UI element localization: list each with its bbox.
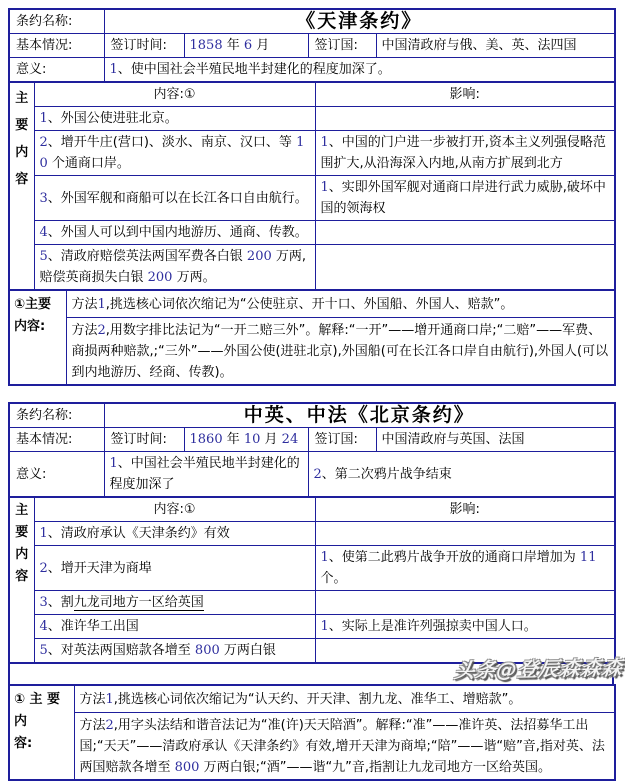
treaty2-header-table (8, 402, 616, 498)
memo-method1: 方法1,挑选核心词依次缩记为“公使驻京、开十口、外国船、外国人、赔款”。 (66, 290, 615, 318)
table-row (9, 318, 615, 386)
treaty1-content-header: 内容:① (34, 82, 315, 107)
content-cell: 2、增开牛庄(营口)、淡水、南京、汉口、等 10 个通商口岸。 (34, 131, 315, 176)
table-row (9, 713, 615, 781)
treaty2-basic-label: 基本情况: (9, 428, 104, 452)
content-cell: 3、外国军舰和商船可以在长江各口自由航行。 (34, 176, 315, 221)
memo-label-line1: ① 主 要 内 (14, 692, 61, 729)
treaty2-memo-label (9, 685, 74, 780)
table-row (9, 522, 615, 546)
treaty1-memo-label (9, 290, 66, 385)
table-row (9, 176, 615, 221)
treaty2-meaning-value-2: 2、第二次鸦片战争结束 (308, 452, 615, 498)
impact-cell (315, 221, 615, 245)
table-row (9, 290, 615, 318)
memo-method1: 方法1,挑选核心词依次缩记为“认天约、开天津、割九龙、准华工、增赔款”。 (74, 685, 615, 713)
impact-cell: 1、实际上是准许列强掠卖中国人口。 (315, 615, 615, 639)
impact-cell: 1、使第二此鸦片战争开放的通商口岸增加为 11 个。 (315, 546, 615, 591)
content-text-prefix: 3、割 (39, 595, 74, 610)
impact-cell: 1、实即外国军舰对通商口岸进行武力威胁,破坏中国的领海权 (315, 176, 615, 221)
treaty1-meaning-label: 意义: (9, 58, 104, 83)
table-row (9, 546, 615, 591)
treaty1-sign-country-value: 中国清政府与俄、美、英、法四国 (376, 34, 615, 58)
treaty1-sign-country-label: 签订国: (308, 34, 376, 58)
treaty1-name-label: 条约名称: (9, 9, 104, 34)
treaty2-name-label: 条约名称: (9, 403, 104, 428)
treaty1-memo-table (8, 289, 616, 386)
content-cell: 1、外国公使进驻北京。 (34, 107, 315, 131)
memo-method2: 方法2,用字头法结和谐音法记为“准(许)天天陪酒”。解释:“准”——准许英、法招募华工出国;“天天”——清政府承认《天津条约》有效,增开天津为商埠;“陪”——谐“赔”音,指对英、法两国赔款各增至 800 万两白银;“酒”——谐“九”音,指割让九龙司地方一区给英国。 (74, 713, 615, 781)
impact-cell (315, 107, 615, 131)
treaty2-content-header: 内容:① (34, 497, 315, 522)
impact-cell (315, 522, 615, 546)
treaty2-title: 中英、中法《北京条约》 (104, 403, 615, 428)
treaty2-sign-country-label: 签订国: (308, 428, 376, 452)
table-row (9, 107, 615, 131)
table-row (9, 591, 615, 615)
treaty2-content-table (8, 496, 616, 664)
content-cell: 1、清政府承认《天津条约》有效 (34, 522, 315, 546)
memo-method2: 方法2,用数字排比法记为“一开二赔三外”。解释:“一开”——增开通商口岸;“二赔”——军费、商损两种赔款,;“三外”——外国公使(进驻北京),外国船(可在长江各口岸自由航行),外国人(可以到内地游历、经商、传教)。 (66, 318, 615, 386)
content-cell: 4、准许华工出国 (34, 615, 315, 639)
treaty1-impact-header: 影响: (315, 82, 615, 107)
treaty2-meaning-value-1: 1、中国社会半殖民地半封建化的程度加深了 (104, 452, 308, 498)
treaty1-basic-label: 基本情况: (9, 34, 104, 58)
table-row (9, 245, 615, 291)
content-cell: 5、对英法两国赔款各增至 800 万两白银 (34, 639, 315, 664)
treaty2-sign-country-value: 中国清政府与英国、法国 (376, 428, 615, 452)
impact-cell: 1、中国的门户进一步被打开,资本主义列强侵略范围扩大,从沿海深入内地,从南方扩展到北方 (315, 131, 615, 176)
impact-cell (315, 591, 615, 615)
treaty1-content-table (8, 81, 616, 291)
treaty2-memo-table (8, 684, 616, 781)
treaty2-side-label: 主要内容 (9, 497, 34, 663)
table-row (9, 131, 615, 176)
treaty2-impact-header: 影响: (315, 497, 615, 522)
table-row (9, 615, 615, 639)
treaty1-sign-time-value: 1858 年 6 月 (184, 34, 308, 58)
table-row (9, 221, 615, 245)
memo-label-line2: 容: (14, 736, 33, 751)
section-gap (8, 386, 614, 402)
content-cell: 5、清政府赔偿英法两国军费各白银 200 万两,赔偿英商损失白银 200 万两。 (34, 245, 315, 291)
treaty2-sign-time-label: 签订时间: (104, 428, 184, 452)
table-row (9, 685, 615, 713)
content-cell: 4、外国人可以到中国内地游历、通商、传教。 (34, 221, 315, 245)
treaty1-sign-time-label: 签订时间: (104, 34, 184, 58)
treaty1-meaning-value: 1、使中国社会半殖民地半封建化的程度加深了。 (104, 58, 615, 83)
impact-cell (315, 245, 615, 291)
memo-label-line2: 内容: (14, 319, 46, 334)
memo-label-line1: ①主要 (14, 297, 52, 312)
content-cell: 2、增开天津为商埠 (34, 546, 315, 591)
content-cell (34, 591, 315, 615)
watermark: 头条@登辰森森森 (453, 655, 625, 683)
content-text-underlined: 九龙司地方一区给英国 (73, 595, 204, 610)
treaty2-sign-time-value: 1860 年 10 月 24 (184, 428, 308, 452)
treaty1-side-label: 主要内容 (9, 82, 34, 290)
treaty1-title: 《天津条约》 (104, 9, 615, 34)
treaty1-header-table (8, 8, 616, 83)
treaty2-meaning-label: 意义: (9, 452, 104, 498)
